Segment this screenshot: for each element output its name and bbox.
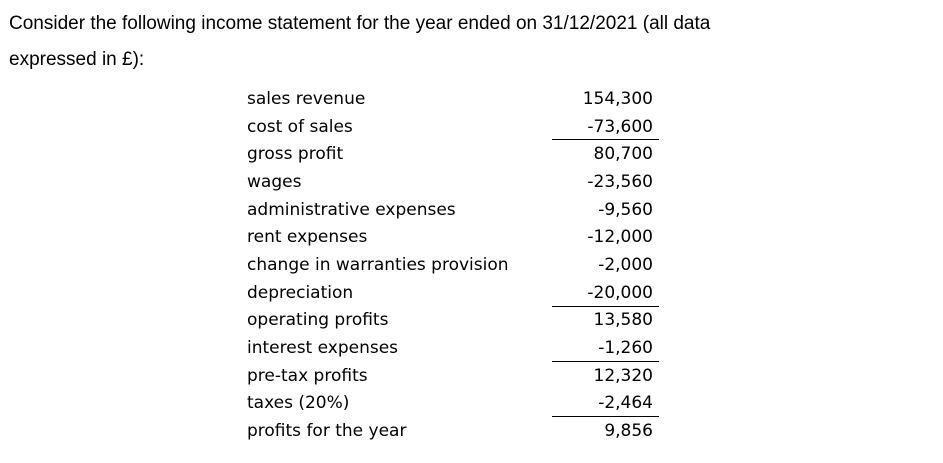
row-value: -12,000 <box>587 227 653 248</box>
intro-line-1: Consider the following income statement for the year ended on 31/12/2021 (all data <box>9 13 711 34</box>
statement-row-profits-for-the-year <box>247 417 657 445</box>
statement-row-rent-expenses <box>247 223 657 251</box>
row-label: taxes (20%) <box>247 393 350 414</box>
row-label: cost of sales <box>247 116 353 137</box>
row-label: change in warranties provision <box>247 254 509 275</box>
row-value: -73,600 <box>587 116 653 137</box>
statement-row-change-in-warranties-provision <box>247 251 657 279</box>
row-label: sales revenue <box>247 88 366 109</box>
row-value: 154,300 <box>582 88 653 109</box>
row-value: 13,580 <box>593 310 653 331</box>
row-label: rent expenses <box>247 227 368 248</box>
row-value: 12,320 <box>593 365 653 386</box>
statement-row-sales-revenue <box>247 85 657 113</box>
intro-text <box>9 6 929 78</box>
statement-row-taxes <box>247 390 657 418</box>
row-label: interest expenses <box>247 338 399 359</box>
row-value: -23,560 <box>587 171 653 192</box>
row-value: 9,856 <box>604 421 653 442</box>
statement-row-cost-of-sales <box>247 113 657 141</box>
statement-row-operating-profits <box>247 307 657 335</box>
row-value: -20,000 <box>587 282 653 303</box>
statement-row-wages <box>247 168 657 196</box>
row-value: -2,000 <box>598 254 653 275</box>
row-label: gross profit <box>247 144 344 165</box>
statement-row-gross-profit <box>247 140 657 168</box>
statement-row-depreciation <box>247 279 657 307</box>
row-label: depreciation <box>247 282 354 303</box>
statement-row-administrative-expenses <box>247 196 657 224</box>
row-label: operating profits <box>247 310 389 331</box>
row-label: administrative expenses <box>247 199 456 220</box>
row-value: -2,464 <box>598 393 653 414</box>
row-label: profits for the year <box>247 421 407 442</box>
statement-row-interest-expenses <box>247 334 657 362</box>
row-value: 80,700 <box>593 144 653 165</box>
row-value: -1,260 <box>598 338 653 359</box>
statement-row-pre-tax-profits <box>247 362 657 390</box>
income-statement <box>247 85 657 445</box>
intro-line-2: expressed in £): <box>9 49 145 70</box>
row-label: pre-tax profits <box>247 365 368 386</box>
row-value: -9,560 <box>598 199 653 220</box>
row-label: wages <box>247 171 302 192</box>
